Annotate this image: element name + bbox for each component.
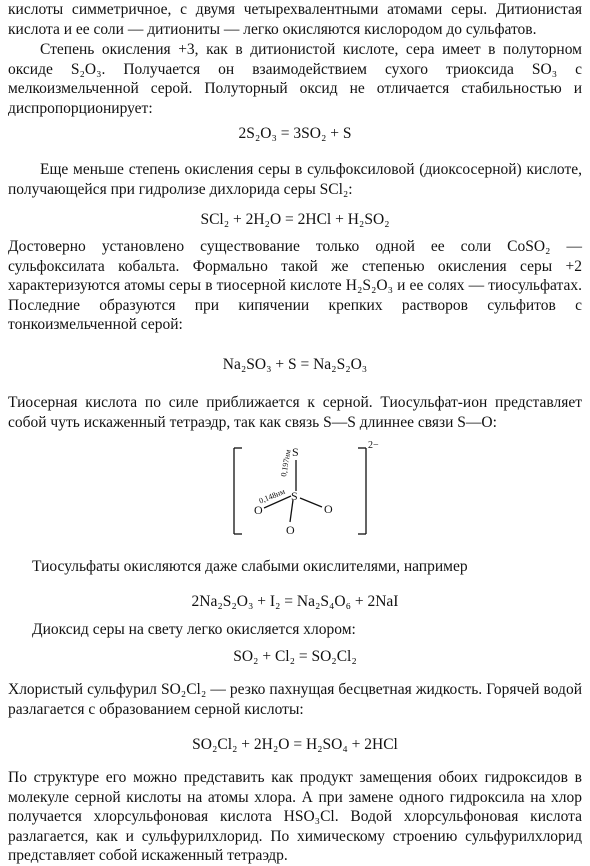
- paragraph-dithionous: кислоты симметричное, с двумя четырехвалентными атомами серы. Дитионистая кислота и ее соли — дитиониты — легко окисляются кислородом до сульфатов.: [8, 1, 582, 38]
- bond-length-so-label: 0,148нм: [257, 486, 287, 506]
- paragraph-sesquioxide: Степень окисления +3, как в дитионистой кислоте, сера имеет в полуторном оксиде S₂O₃. Получается он взаимодействием сухого триоксида SO₃ с мелкоизмельченной серой. Полуторный оксид не отличается стабильностью и диспропорционирует:: [8, 41, 582, 117]
- thiosulfate-structure-figure: [230, 440, 380, 540]
- paragraph-thiosulfuric: Достоверно установлено существование только одной ее соли CoSO₂ — сульфоксилата кобальта. Формально такой же степенью окисления серы +2 характеризуются атомы серы в тиосерной кислоте H₂S₂O₃ и ее солях — тиосульфатах. Последние образуются при кипячении крепких растворов сульфитов с тонкоизмельченной серой:: [8, 238, 582, 333]
- equation-iodine: 2Na₂S₂O₃ + I₂ = Na₂S₄O₆ + 2NaI: [191, 593, 399, 610]
- equation-disproportionation: 2S₂O₃ = 3SO₂ + S: [238, 125, 352, 142]
- paragraph-oxidation: Тиосульфаты окисляются даже слабыми окислителями, например: [32, 558, 468, 575]
- equation-thiosulfate: Na₂SO₃ + S = Na₂S₂O₃: [222, 356, 368, 373]
- paragraph-sulfuryl-chloride: Хлористый сульфурил SO₂Cl₂ — резко пахнущая бесцветная жидкость. Горячей водой разлагается с образованием серной кислоты:: [8, 681, 582, 718]
- structure-bonds: [230, 440, 380, 540]
- atom-oxygen-left: O: [254, 503, 263, 517]
- paragraph-tetrahedron: Тиосерная кислота по силе приближается к серной. Тиосульфат-ион представляет собой чуть искаженный тетраэдр, так как связь S—S длиннее связи S—O:: [8, 394, 582, 431]
- atom-oxygen-bottom: O: [286, 523, 295, 537]
- paragraph-sulfur-dioxide: Диоксид серы на свету легко окисляется хлором:: [32, 621, 356, 638]
- ion-charge: 2−: [368, 440, 379, 451]
- bond-length-ss-label: 0,197нм: [279, 448, 293, 478]
- atom-oxygen-right: O: [324, 502, 333, 516]
- paragraph-sulfoxylic: Еще меньше степень окисления серы в сульфоксиловой (диоксосерной) кислоте, получающейся при гидролизе дихлорида серы SCl₂:: [8, 161, 582, 198]
- atom-sulfur-terminal: S: [292, 445, 299, 459]
- equation-sulfuryl-hydrolysis: SO₂Cl₂ + 2H₂O = H₂SO₄ + 2HCl: [192, 736, 398, 753]
- equation-hydrolysis: SCl₂ + 2H₂O = 2HCl + H₂SO₂: [200, 211, 390, 228]
- equation-chlorination: SO₂ + Cl₂ = SO₂Cl₂: [233, 648, 357, 665]
- atom-sulfur-central: S: [291, 489, 298, 503]
- paragraph-chlorosulfonic: По структуре его можно представить как продукт замещения обоих гидроксидов в молекуле серной кислоты на атомы хлора. А при замене одного гидроксила на хлор получается хлорсульфоновая кислота HSO₃Cl. Водой хлорсульфоновая кислота разлагается, как и сульфурилхлорид. По химическому строению сульфурилхлорид представляет собой искаженный тетраэдр.: [8, 769, 582, 864]
